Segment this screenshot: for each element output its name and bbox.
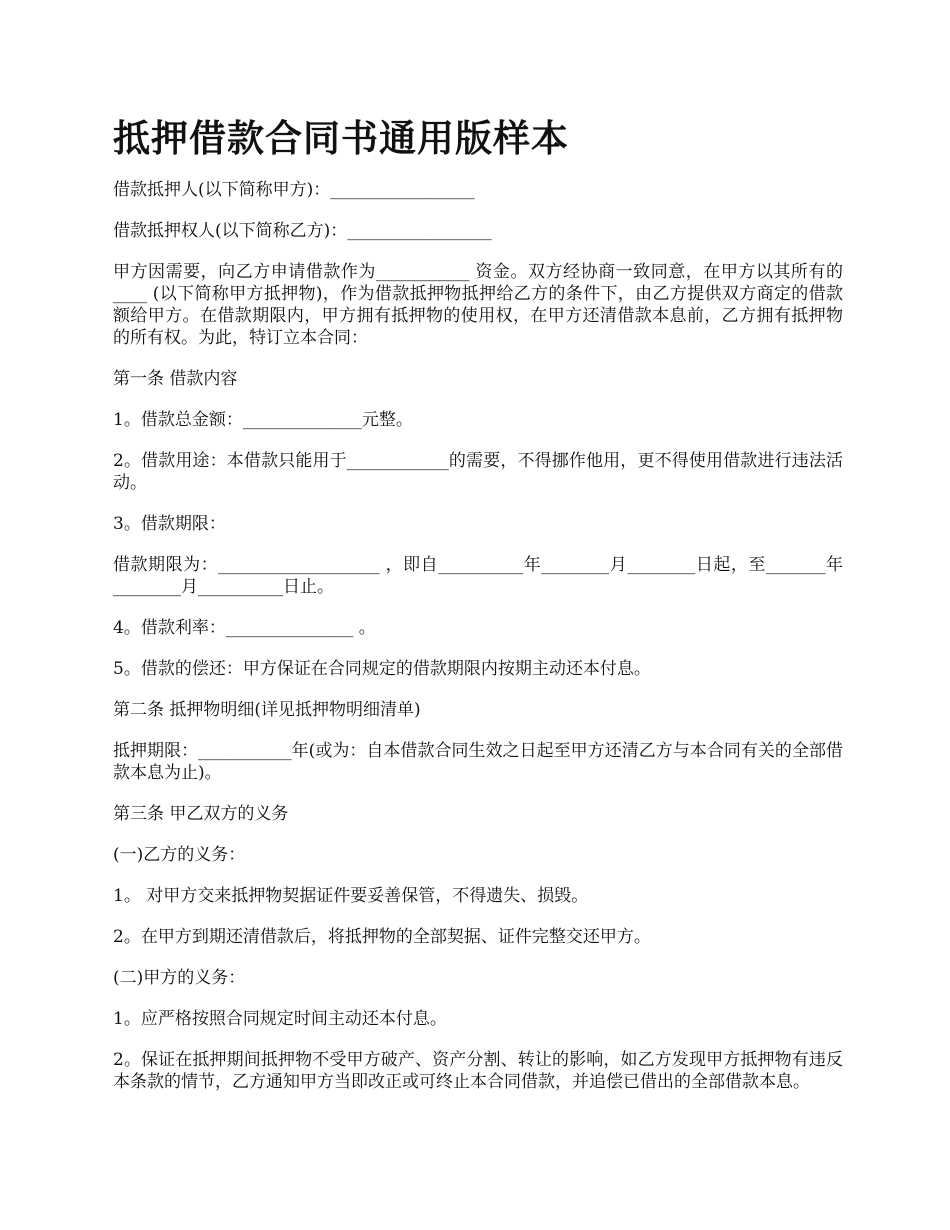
loan-term-heading: 3。借款期限： [113, 514, 226, 534]
article-2-heading: 第二条 抵押物明细(详见抵押物明细清单) [113, 700, 421, 720]
article-1-heading: 第一条 借款内容 [113, 369, 238, 389]
party-b-line: 借款抵押权人(以下简称乙方)：_________________ [113, 221, 492, 241]
party-b-duty-2: 2。在甲方到期还清借款后，将抵押物的全部契据、证件完整交还甲方。 [113, 927, 651, 947]
party-a-duties-heading: (二)甲方的义务： [113, 968, 246, 988]
party-a-duty-1: 1。应严格按照合同规定时间主动还本付息。 [113, 1009, 447, 1029]
party-a-duty-2: 2。保证在抵押期间抵押物不受甲方破产、资产分割、转让的影响，如乙方发现甲方抵押物有违反本条款的情节，乙方通知甲方当即改正或可终止本合同借款，并追偿已借出的全部借款本息。 [113, 1050, 843, 1092]
party-a-line: 借款抵押人(以下简称甲方)：_________________ [113, 180, 475, 200]
preamble-paragraph: 甲方因需要，向乙方申请借款作为___________ 资金。双方经协商一致同意，在甲方以其所有的____ (以下简称甲方抵押物)，作为借款抵押物抵押给乙方的条件下，由乙方提供双方商定的借款额给甲方。在借款期限内，甲方拥有抵押物的使用权，在甲方还清借款本息前，乙方拥有抵押物的所有权。为此，特订立本合同： [113, 262, 843, 348]
mortgage-term-clause: 抵押期限：___________年(或为：自本借款合同生效之日起至甲方还清乙方与本合同有关的全部借款本息为止)。 [113, 741, 843, 783]
document-title: 抵押借款合同书通用版样本 [113, 116, 569, 160]
party-b-duty-1: 1。 对甲方交来抵押物契据证件要妥善保管，不得遗失、损毁。 [113, 886, 589, 906]
loan-purpose-clause: 2。借款用途：本借款只能用于____________的需要，不得挪作他用，更不得使用借款进行违法活动。 [113, 451, 843, 493]
interest-rate-clause: 4。借款利率：_______________ 。 [113, 618, 376, 638]
loan-amount-clause: 1。借款总金额：______________元整。 [113, 410, 413, 430]
document-page [113, 0, 843, 1093]
party-b-duties-heading: (一)乙方的义务： [113, 845, 246, 865]
article-3-heading: 第三条 甲乙双方的义务 [113, 804, 289, 824]
repayment-clause: 5。借款的偿还：甲方保证在合同规定的借款期限内按期主动还本付息。 [113, 659, 651, 679]
loan-term-clause: 借款期限为：___________________ ，即自__________年________月________日起，至_______年________月__________日止。 [113, 555, 843, 597]
